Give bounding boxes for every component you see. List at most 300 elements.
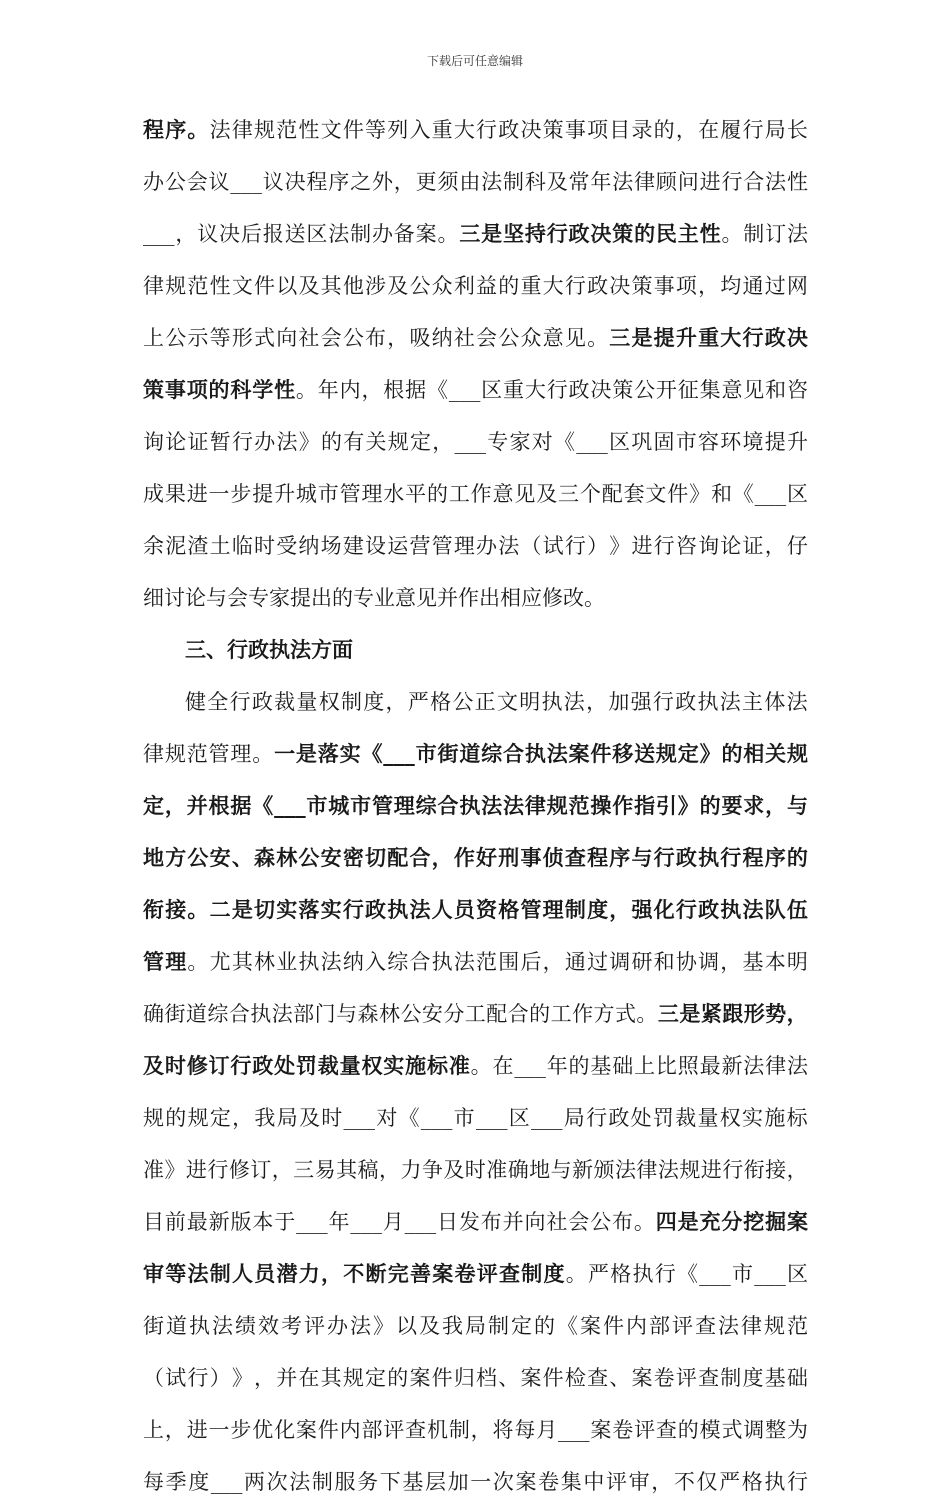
text-char: 政 <box>568 221 590 246</box>
text-char: 其 <box>231 950 253 974</box>
text-char: 及 <box>298 1106 320 1130</box>
text-char: ___ <box>383 741 415 766</box>
text-char: 道 <box>166 1314 187 1338</box>
text-char: 意 <box>721 378 743 402</box>
text-char: 内 <box>339 1418 361 1442</box>
text-char: 强 <box>630 690 652 714</box>
text-char: 。 <box>187 117 209 142</box>
text-char: 行 <box>586 1106 608 1130</box>
text-char: 策 <box>612 378 634 402</box>
text-char: 善 <box>410 1261 431 1286</box>
text-char: 序 <box>165 117 187 142</box>
text-char: 律 <box>524 793 546 818</box>
text-char: 执 <box>720 897 742 922</box>
text-char: 并 <box>186 793 208 818</box>
text-char: 利 <box>453 274 475 298</box>
text-char: 执 <box>698 845 720 870</box>
text-char: 基 <box>402 1470 424 1494</box>
text-char: ___ <box>448 378 481 402</box>
text-char: 标 <box>426 1053 448 1078</box>
text-char: 规 <box>165 274 187 298</box>
text-char: 。 <box>187 897 209 922</box>
text-line <box>143 884 808 936</box>
text-char: 政 <box>764 325 786 350</box>
text-char: 社 <box>453 326 475 350</box>
text-char: 订 <box>250 1158 272 1182</box>
text-char: 法 <box>276 430 298 454</box>
text-char: 理 <box>542 897 564 922</box>
text-char: ___ <box>531 1106 563 1130</box>
text-char: 。 <box>633 1210 655 1234</box>
text-char: 容 <box>698 430 719 454</box>
text-char: ___ <box>454 430 486 454</box>
text-char: 备 <box>393 222 415 246</box>
text-char: 及 <box>419 1314 440 1338</box>
text-char: 好 <box>476 845 498 870</box>
text-char: 果 <box>164 482 186 506</box>
text-char: 中 <box>583 1470 605 1494</box>
text-char: 讨 <box>164 586 185 610</box>
text-char: ， <box>271 1158 293 1182</box>
text-char: 过 <box>764 274 786 298</box>
text-char: 专 <box>487 430 509 454</box>
text-char: 事 <box>520 845 542 870</box>
text-char: ___ <box>475 1106 508 1130</box>
text-char: 的 <box>699 793 721 818</box>
text-char: 规 <box>254 118 276 142</box>
text-char: 提 <box>653 325 675 350</box>
text-char: 一 <box>208 482 230 506</box>
text-char: 集 <box>560 1470 582 1494</box>
text-char: 政 <box>608 1106 630 1130</box>
text-char: 与 <box>631 845 653 870</box>
text-char: 严 <box>588 1262 609 1286</box>
text-char: 层 <box>425 1470 446 1494</box>
text-char: 审 <box>628 1470 650 1494</box>
text-char: 策 <box>612 221 634 246</box>
text-char: 公 <box>634 378 656 402</box>
text-char: 量 <box>339 1053 361 1078</box>
text-char: 档 <box>476 1366 498 1390</box>
text-char: 安 <box>421 1002 443 1026</box>
text-char: 法 <box>289 1470 311 1494</box>
text-char: 基 <box>590 1054 612 1078</box>
text-char: 主 <box>742 690 764 714</box>
text-char: 罚 <box>652 1106 674 1130</box>
text-char: 管 <box>520 897 542 922</box>
text-char: 日 <box>437 1210 458 1234</box>
text-char: 是 <box>677 1209 699 1234</box>
text-char: 新 <box>208 1210 230 1234</box>
text-char: 规 <box>143 1106 164 1130</box>
text-char: 准 <box>448 1053 470 1078</box>
text-char: 林 <box>378 1002 400 1026</box>
text-char: 性 <box>209 274 231 298</box>
text-char: 出 <box>479 586 500 610</box>
text-char: 向 <box>276 326 298 350</box>
text-char: 政 <box>675 845 697 870</box>
text-char: 最 <box>186 1210 208 1234</box>
text-char: 长 <box>786 118 808 142</box>
text-char: 案 <box>295 1418 317 1442</box>
text-line <box>143 260 808 312</box>
text-char: 法 <box>320 950 342 974</box>
text-char: 《 <box>554 430 575 454</box>
text-char: 查 <box>698 1366 720 1390</box>
text-line <box>143 1352 808 1404</box>
text-line <box>143 676 808 728</box>
text-char: 范 <box>276 118 298 142</box>
text-char: 要 <box>721 793 743 818</box>
text-char: 》 <box>689 482 711 506</box>
text-char: 三 <box>185 637 206 662</box>
text-char: 规 <box>342 1366 364 1390</box>
text-char: 制 <box>209 1261 231 1286</box>
text-char: ， <box>786 1158 808 1182</box>
text-char: ___ <box>420 1106 453 1130</box>
text-char: 市 <box>306 793 328 818</box>
text-char: 办 <box>476 534 498 558</box>
text-char: 行 <box>742 118 764 142</box>
text-char: 政 <box>498 118 520 142</box>
text-char: 决 <box>609 274 631 298</box>
text-char: 。 <box>721 222 743 246</box>
text-char: 版 <box>230 1210 252 1234</box>
text-char: 并 <box>502 1210 524 1234</box>
text-char: 法 <box>212 1314 233 1338</box>
text-char: 城 <box>328 793 350 818</box>
text-char: 社 <box>546 1210 568 1234</box>
text-char: 律 <box>634 170 656 194</box>
text-char: 议 <box>262 170 284 194</box>
text-char: 案 <box>631 1366 653 1390</box>
text-char: 》 <box>298 430 320 454</box>
text-char: 切 <box>365 845 387 870</box>
text-char: 规 <box>164 742 186 766</box>
text-char: 会 <box>186 170 208 194</box>
text-char: 根 <box>208 793 230 818</box>
text-char: 常 <box>568 170 590 194</box>
text-char: 调 <box>698 950 720 974</box>
text-char: 体 <box>764 690 786 714</box>
text-char: ___ <box>699 1262 731 1286</box>
text-char: 考 <box>281 1314 302 1338</box>
text-char: 标 <box>786 1106 808 1130</box>
text-char: 本 <box>764 950 786 974</box>
text-char: 内 <box>339 378 361 402</box>
text-char: 操 <box>590 793 612 818</box>
text-char: 形 <box>743 1001 765 1026</box>
text-char: 理 <box>165 949 187 974</box>
text-char: 律 <box>143 274 164 298</box>
text-char: 队 <box>764 897 786 922</box>
text-char: 管 <box>208 742 230 766</box>
text-char: 三 <box>558 482 580 506</box>
text-char: 是 <box>295 741 317 766</box>
text-char: 配 <box>601 482 623 506</box>
text-char: 侦 <box>542 845 564 870</box>
text-char: 裁 <box>675 1106 697 1130</box>
text-char: 规 <box>546 793 568 818</box>
text-line <box>143 104 808 156</box>
text-char: 套 <box>623 482 645 506</box>
text-char: 政 <box>698 897 720 922</box>
text-char: 街 <box>143 1314 164 1338</box>
text-char: 。 <box>187 950 209 974</box>
text-char: 卷 <box>538 1470 560 1494</box>
text-line <box>143 1300 808 1352</box>
text-char: 比 <box>655 1054 677 1078</box>
text-char: 录 <box>631 118 653 142</box>
text-char: 处 <box>630 1106 652 1130</box>
text-char: 有 <box>343 430 365 454</box>
text-char: 《 <box>426 378 448 402</box>
text-char: 在 <box>492 1054 514 1078</box>
text-char: 学 <box>252 377 274 402</box>
text-char: 文 <box>320 118 342 142</box>
text-char: ， <box>175 222 197 246</box>
text-char: 模 <box>699 1418 721 1442</box>
text-char: 众 <box>520 326 542 350</box>
text-char: 行 <box>207 1158 229 1182</box>
text-char: ， <box>786 1001 808 1026</box>
text-char: 论 <box>185 586 206 610</box>
text-char: 改 <box>563 586 584 610</box>
text-char: 项 <box>186 377 208 402</box>
text-char: 证 <box>187 430 209 454</box>
text-char: 列 <box>387 118 409 142</box>
text-char: 法 <box>209 118 231 142</box>
text-char: 与 <box>336 1002 358 1026</box>
text-char: 评 <box>672 1314 693 1338</box>
text-char: 政 <box>675 690 697 714</box>
text-char: 务 <box>357 1470 379 1494</box>
text-char: 并 <box>437 586 458 610</box>
text-char: 。 <box>565 1262 587 1286</box>
text-char: 和 <box>765 378 787 402</box>
text-char: 开 <box>655 378 677 402</box>
text-char: 咨 <box>786 378 808 402</box>
text-char: 。 <box>584 586 605 610</box>
text-char: 次 <box>266 1470 288 1494</box>
text-char: 决 <box>786 325 808 350</box>
text-char: 重 <box>698 325 720 350</box>
text-char: 项 <box>675 274 697 298</box>
text-char: 查 <box>405 1418 427 1442</box>
text-char: 格 <box>610 1262 632 1286</box>
text-char: 行 <box>187 1366 209 1390</box>
text-char: 暂 <box>209 430 231 454</box>
text-char: 法 <box>657 1158 679 1182</box>
text-char: 专 <box>248 586 269 610</box>
text-char: 、 <box>609 1366 631 1390</box>
text-line <box>143 988 808 1040</box>
text-char: 伍 <box>786 897 808 922</box>
text-char: 向 <box>524 1210 546 1234</box>
text-char: 城 <box>295 482 317 506</box>
text-char: 问 <box>677 170 699 194</box>
text-line <box>143 1144 808 1196</box>
text-char: 序 <box>764 845 786 870</box>
text-char: 仅 <box>696 1470 718 1494</box>
text-char: 式 <box>254 326 276 350</box>
text-char: 的 <box>165 1106 187 1130</box>
text-line <box>143 1456 808 1508</box>
text-char: 序 <box>609 845 631 870</box>
text-char: 公 <box>298 845 320 870</box>
text-char: 渣 <box>187 534 209 558</box>
text-char: 吸 <box>409 326 431 350</box>
text-char: 》 <box>373 1314 394 1338</box>
text-char: 法 <box>481 170 503 194</box>
text-char: 会 <box>320 326 342 350</box>
text-char: 森 <box>254 845 276 870</box>
text-char: 、 <box>231 845 253 870</box>
text-char: 内 <box>626 1314 647 1338</box>
text-char: 效 <box>258 1314 279 1338</box>
text-char: 及 <box>298 274 320 298</box>
text-char: 制 <box>743 222 765 246</box>
text-char: ） <box>587 534 609 558</box>
text-char: 尤 <box>209 950 231 974</box>
text-char: 案 <box>590 1418 612 1442</box>
text-char: 分 <box>443 1002 465 1026</box>
text-char: 泥 <box>165 534 187 558</box>
text-char: 出 <box>311 586 332 610</box>
text-char: 见 <box>514 482 536 506</box>
text-char: 后 <box>240 222 262 246</box>
text-char: 年 <box>546 1054 568 1078</box>
text-char: 林 <box>254 950 276 974</box>
text-char: 议 <box>197 222 219 246</box>
text-char: 公 <box>409 274 431 298</box>
text-char: 行 <box>476 118 498 142</box>
text-char: 决 <box>284 170 306 194</box>
text-char: 。 <box>636 1002 658 1026</box>
text-char: 布 <box>612 1210 633 1234</box>
text-char: 行 <box>653 534 675 558</box>
text-char: 见 <box>743 378 765 402</box>
text-char: 》 <box>231 1366 253 1390</box>
text-char: 政 <box>251 690 273 714</box>
text-char: 进 <box>185 1158 207 1182</box>
text-char: 提 <box>290 586 311 610</box>
text-char: 安 <box>320 845 342 870</box>
text-char: ___ <box>143 222 175 246</box>
text-char: 规 <box>786 741 808 766</box>
text-char: 个 <box>579 482 601 506</box>
text-char: 市 <box>675 430 697 454</box>
text-char: 评 <box>634 1418 656 1442</box>
text-char: 的 <box>721 741 743 766</box>
text-char: 论 <box>720 534 742 558</box>
text-char: 处 <box>274 1053 296 1078</box>
text-char: 行 <box>653 845 675 870</box>
text-char: 通 <box>564 950 586 974</box>
text-char: 临 <box>231 534 253 558</box>
text-char: 配 <box>387 845 409 870</box>
text-char: 指 <box>634 793 656 818</box>
text-char: 二 <box>209 897 231 922</box>
text-char: 行 <box>742 325 764 350</box>
text-char: ___ <box>350 1210 382 1234</box>
text-char: ， <box>586 690 608 714</box>
text-char: 和 <box>710 482 732 506</box>
text-char: 。 <box>587 326 609 350</box>
text-char: 公 <box>342 326 364 350</box>
text-char: 细 <box>143 586 164 610</box>
text-char: 政 <box>252 1053 274 1078</box>
text-char: 策 <box>631 274 653 298</box>
text-char: 合 <box>409 845 431 870</box>
text-char: 定 <box>511 1314 532 1338</box>
text-line <box>143 728 808 780</box>
text-char: 对 <box>531 430 553 454</box>
text-char: 相 <box>500 586 521 610</box>
text-char: 订 <box>765 222 787 246</box>
text-char: 制 <box>311 1470 333 1494</box>
text-line <box>143 468 808 520</box>
text-char: ， <box>720 950 742 974</box>
text-char: 仔 <box>786 534 808 558</box>
text-char: 决 <box>520 118 542 142</box>
text-char: 归 <box>453 1366 475 1390</box>
text-char: 《 <box>252 793 274 818</box>
text-char: 设 <box>365 534 387 558</box>
text-char: 件 <box>342 118 364 142</box>
text-char: 政 <box>365 897 387 922</box>
text-char: 执 <box>524 741 546 766</box>
text-char: 基 <box>764 1366 786 1390</box>
text-char: 区 <box>306 222 328 246</box>
text-char: 公 <box>164 170 186 194</box>
text-char: 理 <box>361 482 383 506</box>
text-char: 卷 <box>454 1261 476 1286</box>
text-char: 前 <box>164 1210 186 1234</box>
text-char: 据 <box>405 378 427 402</box>
text-char: 加 <box>608 690 630 714</box>
text-char: 理 <box>393 793 415 818</box>
text-char: 入 <box>409 118 431 142</box>
text-char: 年 <box>590 170 612 194</box>
text-char: ， <box>321 1261 342 1286</box>
text-char: 人 <box>431 897 453 922</box>
text-char: 履 <box>720 118 742 142</box>
text-char: 策 <box>542 118 564 142</box>
text-char: 性 <box>786 170 808 194</box>
text-char: 是 <box>679 1001 701 1026</box>
text-char: 行 <box>675 897 697 922</box>
text-char: 件 <box>590 741 612 766</box>
text-char: 合 <box>743 170 765 194</box>
text-char: 序 <box>328 170 350 194</box>
text-char: 办 <box>143 170 164 194</box>
text-char: 制 <box>521 1261 543 1286</box>
text-char: 法 <box>612 170 634 194</box>
text-char: 区 <box>609 430 630 454</box>
text-char: 权 <box>318 690 340 714</box>
text-char: 行 <box>229 690 251 714</box>
text-char: ， <box>765 793 787 818</box>
text-char: 送 <box>634 741 656 766</box>
text-char: 公 <box>590 1210 612 1234</box>
text-char: ， <box>651 1470 673 1494</box>
text-char: 照 <box>677 1054 699 1078</box>
text-char: 据 <box>230 793 252 818</box>
text-line <box>143 832 808 884</box>
text-char: 新 <box>572 1158 594 1182</box>
text-char: 时 <box>164 1053 186 1078</box>
